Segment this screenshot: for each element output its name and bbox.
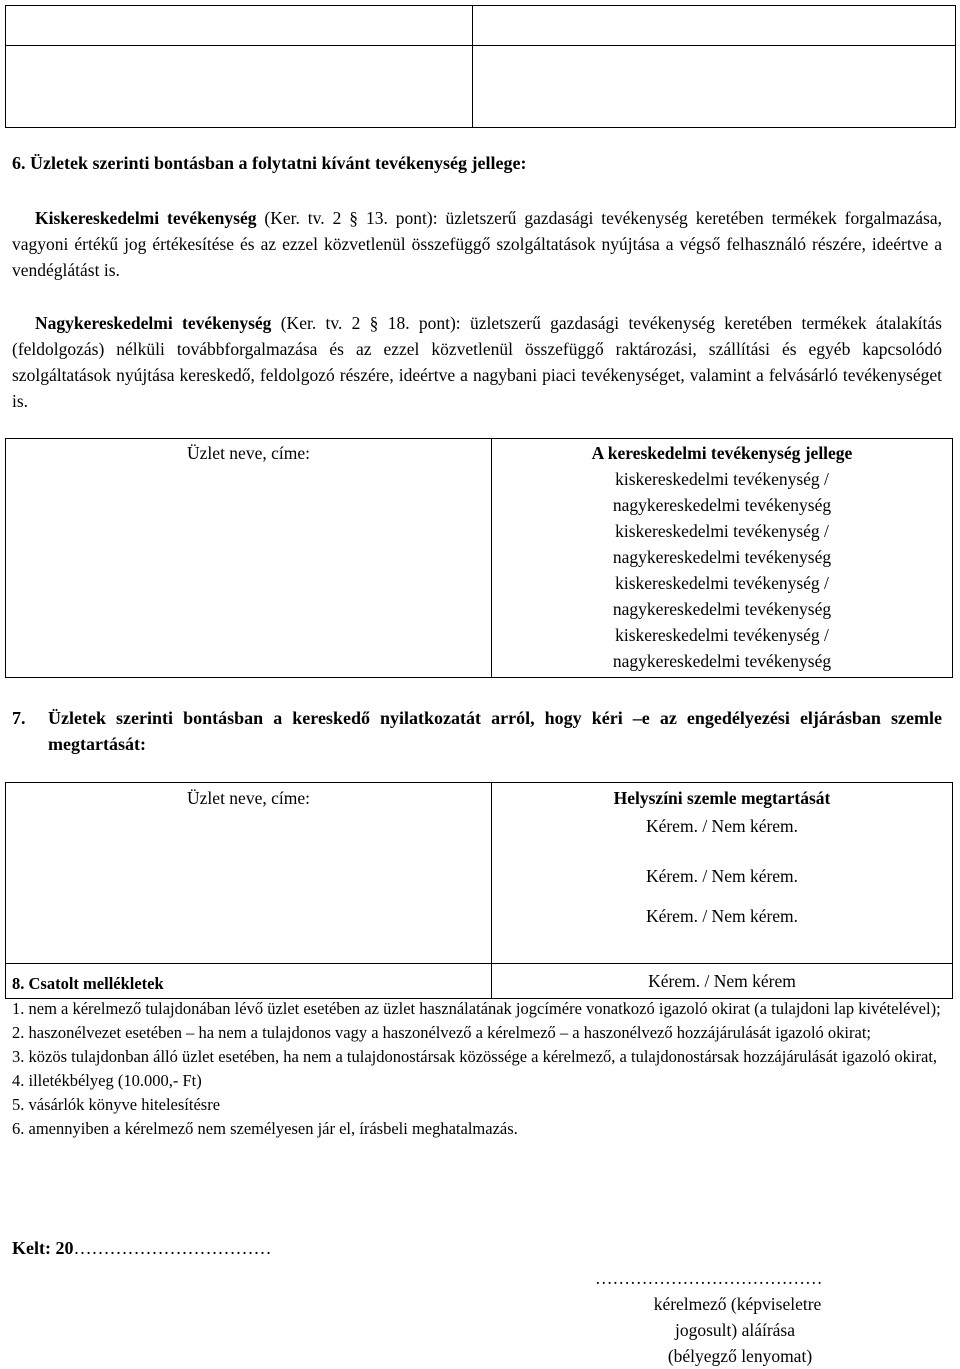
attachment-item: 3. közös tulajdonban álló üzlet esetében, ha nem a tulajdonostársak közössége a kérelmező, a tulajdonostársak hozzájárulását igazoló okirat, <box>12 1047 938 1066</box>
section7-title <box>12 705 942 757</box>
section8-title: 8. Csatolt mellékletek <box>12 974 164 993</box>
activity-option[interactable]: kiskereskedelmi tevékenység / nagykereskedelmi tevékenység <box>612 469 832 515</box>
inspection-table <box>5 782 953 999</box>
retail-label: Kiskereskedelmi tevékenység <box>35 208 257 228</box>
attachment-item: 2. haszonélvezet esetében – ha nem a tulajdonos vagy a haszonélvező a kérelmező – a haszonélvező hozzájárulását igazoló okirat; <box>12 1023 871 1042</box>
attachments-list <box>12 997 942 1141</box>
activity-table <box>5 438 953 678</box>
retail-text: 13. pont): üzletszerű gazdasági tevékenység keretében termékek forgalmazása, vagyoni értékű jog értékesítése és az ezzel közvetlenül összefüggő szolgáltatások nyújtása a végső felhasználó részére, ideértve a vendéglátást is. <box>12 208 942 280</box>
date-line <box>12 1238 271 1259</box>
signature-field[interactable]: ………………………………… <box>595 1268 823 1288</box>
section7-number: 7. <box>12 708 26 728</box>
inspection-option[interactable]: Kérem. / Nem kérem <box>648 971 796 991</box>
attachment-item: 5. vásárlók könyve hitelesítésre <box>12 1095 221 1114</box>
activity-option[interactable]: kiskereskedelmi tevékenység / nagykereskedelmi tevékenység <box>612 573 832 619</box>
attachment-item: 4. illetékbélyeg (10.000,- Ft) <box>12 1071 202 1090</box>
activity-option[interactable]: kiskereskedelmi tevékenység / nagykereskedelmi tevékenység <box>612 625 832 671</box>
inspection-cell-last <box>492 964 953 999</box>
top-cell[interactable] <box>473 46 956 128</box>
signature-caption: (bélyegző lenyomat) <box>667 1346 813 1366</box>
paragraph-sign: § <box>369 313 379 333</box>
signature-caption: kérelmező (képviseletre <box>653 1294 822 1314</box>
inspection-option[interactable]: Kérem. / Nem kérem. <box>645 906 799 926</box>
signature-caption: jogosult) aláírása <box>674 1320 796 1340</box>
section7-text: Üzletek szerinti bontásban a kereskedő nyilatkozatát arról, hogy kéri –e az engedélyezési eljárásban szemle megtartását: <box>48 708 942 754</box>
wholesale-paragraph <box>12 310 942 414</box>
inspection-option[interactable]: Kérem. / Nem kérem. <box>645 816 799 836</box>
shop-name-header: Üzlet neve, címe: <box>187 443 310 463</box>
shop-name-header-2: Üzlet neve, címe: <box>187 788 310 808</box>
wholesale-ref: (Ker. tv. 2 <box>271 313 370 333</box>
date-label: Kelt: 20 <box>12 1238 74 1258</box>
shop-name-header-cell[interactable] <box>6 439 492 678</box>
date-field[interactable]: …………………………… <box>73 1238 272 1258</box>
top-cell[interactable] <box>6 46 473 128</box>
wholesale-label: Nagykereskedelmi tevékenység <box>35 313 272 333</box>
paragraph-sign: § <box>349 208 359 228</box>
activity-type-header: A kereskedelmi tevékenység jellege <box>591 443 853 463</box>
section6-title: 6. Üzletek szerinti bontásban a folytatni kívánt tevékenység jellege: <box>12 153 527 173</box>
top-cell[interactable] <box>6 6 473 46</box>
inspection-header: Helyszíni szemle megtartását <box>613 788 831 808</box>
retail-ref: (Ker. tv. 2 <box>256 208 350 228</box>
signature-block <box>595 1265 935 1369</box>
top-cell[interactable] <box>473 6 956 46</box>
attachment-item: 6. amennyiben a kérelmező nem személyesen jár el, írásbeli meghatalmazás. <box>12 1119 518 1138</box>
shop-name-header-cell-2[interactable] <box>6 783 492 964</box>
retail-paragraph <box>12 205 942 283</box>
activity-type-cell <box>492 439 953 678</box>
top-empty-table <box>5 5 956 128</box>
inspection-option[interactable]: Kérem. / Nem kérem. <box>645 866 799 886</box>
inspection-cell <box>492 783 953 964</box>
activity-option[interactable]: kiskereskedelmi tevékenység / nagykereskedelmi tevékenység <box>612 521 832 567</box>
wholesale-text: 18. pont): üzletszerű gazdasági tevékenység keretében termékek átalakítás (feldolgozás) nélküli továbbforgalmazása és az ezzel közvetlenül összefüggő raktározási, szállítási és egyéb kapcsolódó szolgáltatások nyújtása kereskedő, feldolgozó részére, ideértve a nagybani piaci tevékenységet, valamint a felvásárló tevékenységet is. <box>12 313 942 411</box>
attachment-item: 1. nem a kérelmező tulajdonában lévő üzlet esetében az üzlet használatának jogcímére vonatkozó igazoló okirat (a tulajdoni lap kivételével); <box>12 999 941 1018</box>
